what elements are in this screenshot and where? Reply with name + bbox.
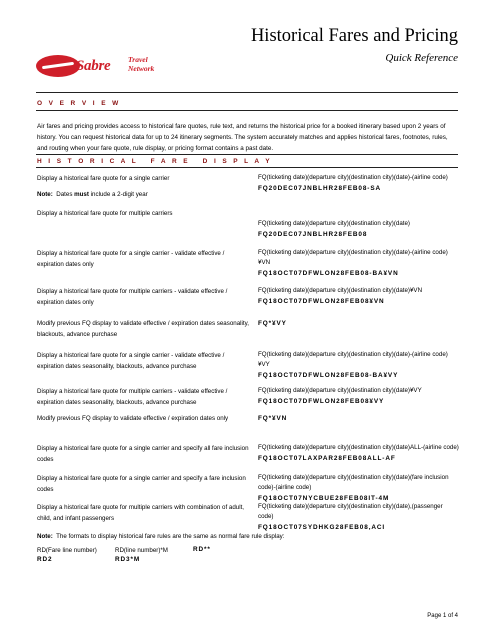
rules-command-2: RD3*M [115, 556, 141, 563]
rules-note: Note: The formats to display historical fare rules are the same as normal fare rule display: [37, 533, 285, 540]
rules-format-1: RD(Fare line number) [37, 547, 97, 554]
page-number: Page 1 of 4 [427, 613, 458, 619]
row-description: Display a historical fare quote for multiple carriers - validate effective / expiration dates only [37, 288, 228, 306]
rules-command-1: RD2 [37, 556, 53, 563]
row-description: Display a historical fare quote for a single carrier and specify all fare inclusion codes [37, 445, 249, 463]
row-description: Display a historical fare quote for a single carrier and specify a fare inclusion codes [37, 475, 246, 493]
row-command: FQ20DEC07JNBLHR28FEB08-SA [258, 185, 382, 192]
row-description: Modify previous FQ display to validate effective / expiration dates seasonality, blackouts, advance purchase [37, 320, 249, 338]
row-format: FQ(ticketing date)(departure city)(destination city)(date)-(airline code)¥VN [258, 249, 448, 266]
overview-text: Air fares and pricing provides access to historical fare quotes, rule text, and returns the historical price for a booked itinerary based upon 2 years of history. You can request historical data for up to 24 itinerary segments. The system accurately matches and applies historical fares, footnotes, rules, and routing when your fare quote, rule display, or pricing format contains a past date. [37, 123, 448, 152]
page-subtitle: Quick Reference [385, 52, 458, 64]
row-description: Display a historical fare quote for a single carrier - validate effective / expiration dates seasonality, blackouts, advance purchase [37, 352, 225, 370]
header-divider [36, 92, 458, 93]
rules-format-2: RD(line number)*M [115, 547, 168, 554]
row-command: FQ18OCT07NYCBUE28FEB08IT-4M [258, 495, 390, 502]
row-command: FQ20DEC07JNBLHR28FEB08 [258, 231, 368, 238]
fare-display-divider [36, 167, 458, 168]
row-command: FQ*¥VN [258, 415, 288, 422]
row-description: Display a historical fare quote for multiple carriers [37, 210, 173, 217]
sabre-logo [36, 55, 155, 77]
rules-command-3: RD** [193, 546, 211, 553]
row-format: FQ(ticketing date)(departure city)(destination city)(date),(passenger code) [258, 503, 443, 520]
row-command: FQ18OCT07DFWLON28FEB08-BA¥VN [258, 270, 399, 277]
row-description: Display a historical fare quote for a single carrier [37, 175, 170, 182]
row-command: FQ18OCT07DFWLON28FEB08¥VY [258, 398, 385, 405]
row-format: FQ(ticketing date)(departure city)(destination city)(date)-(airline code)¥VY [258, 351, 448, 368]
logo-travel-network: Travel Network [128, 55, 155, 73]
row-description: Display a historical fare quote for a single carrier - validate effective / expiration dates only [37, 250, 225, 268]
row-format: FQ(ticketing date)(departure city)(destination city)(date)-(airline code) [258, 174, 448, 181]
row-command: FQ18OCT07SYDHKG28FEB08,ACI [258, 524, 386, 531]
page-title: Historical Fares and Pricing [250, 26, 458, 46]
row-description: Modify previous FQ display to validate effective / expiration dates only [37, 415, 229, 422]
row-description: Display a historical fare quote for multiple carriers with combination of adult, child, and infant passengers [37, 504, 245, 522]
row-command: FQ18OCT07DFWLON28FEB08-BA¥VY [258, 372, 399, 379]
fare-display-heading: H I S T O R I C A L F A R E D I S P L A Y [37, 158, 273, 165]
fare-display-top-divider [36, 154, 458, 155]
row-description: Display a historical fare quote for multiple carriers - validate effective / expiration dates seasonality, blackouts, advance purchase [37, 388, 228, 406]
row-note: Note: Dates must include a 2-digit year [37, 191, 148, 198]
row-format: FQ(ticketing date)(departure city)(destination city)(date) [258, 220, 410, 227]
row-command: FQ18OCT07DFWLON28FEB08¥VN [258, 298, 385, 305]
row-format: FQ(ticketing date)(departure city)(destination city)(date)ALL-(airline code) [258, 444, 459, 451]
row-format: FQ(ticketing date)(departure city)(destination city)(date)(fare inclusion code)-(airline code) [258, 474, 449, 491]
row-format: FQ(ticketing date)(departure city)(destination city)(date)¥VN [258, 287, 423, 294]
row-format: FQ(ticketing date)(departure city)(destination city)(date)¥VY [258, 387, 422, 394]
sabre-swoosh-icon [36, 55, 80, 77]
row-command: FQ18OCT07LAXPAR28FEB08ALL-AF [258, 455, 396, 462]
logo-brand: Sabre [76, 58, 111, 74]
overview-heading: O V E R V I E W [37, 100, 121, 107]
overview-divider [36, 110, 458, 111]
row-command: FQ*¥VY [258, 320, 287, 327]
